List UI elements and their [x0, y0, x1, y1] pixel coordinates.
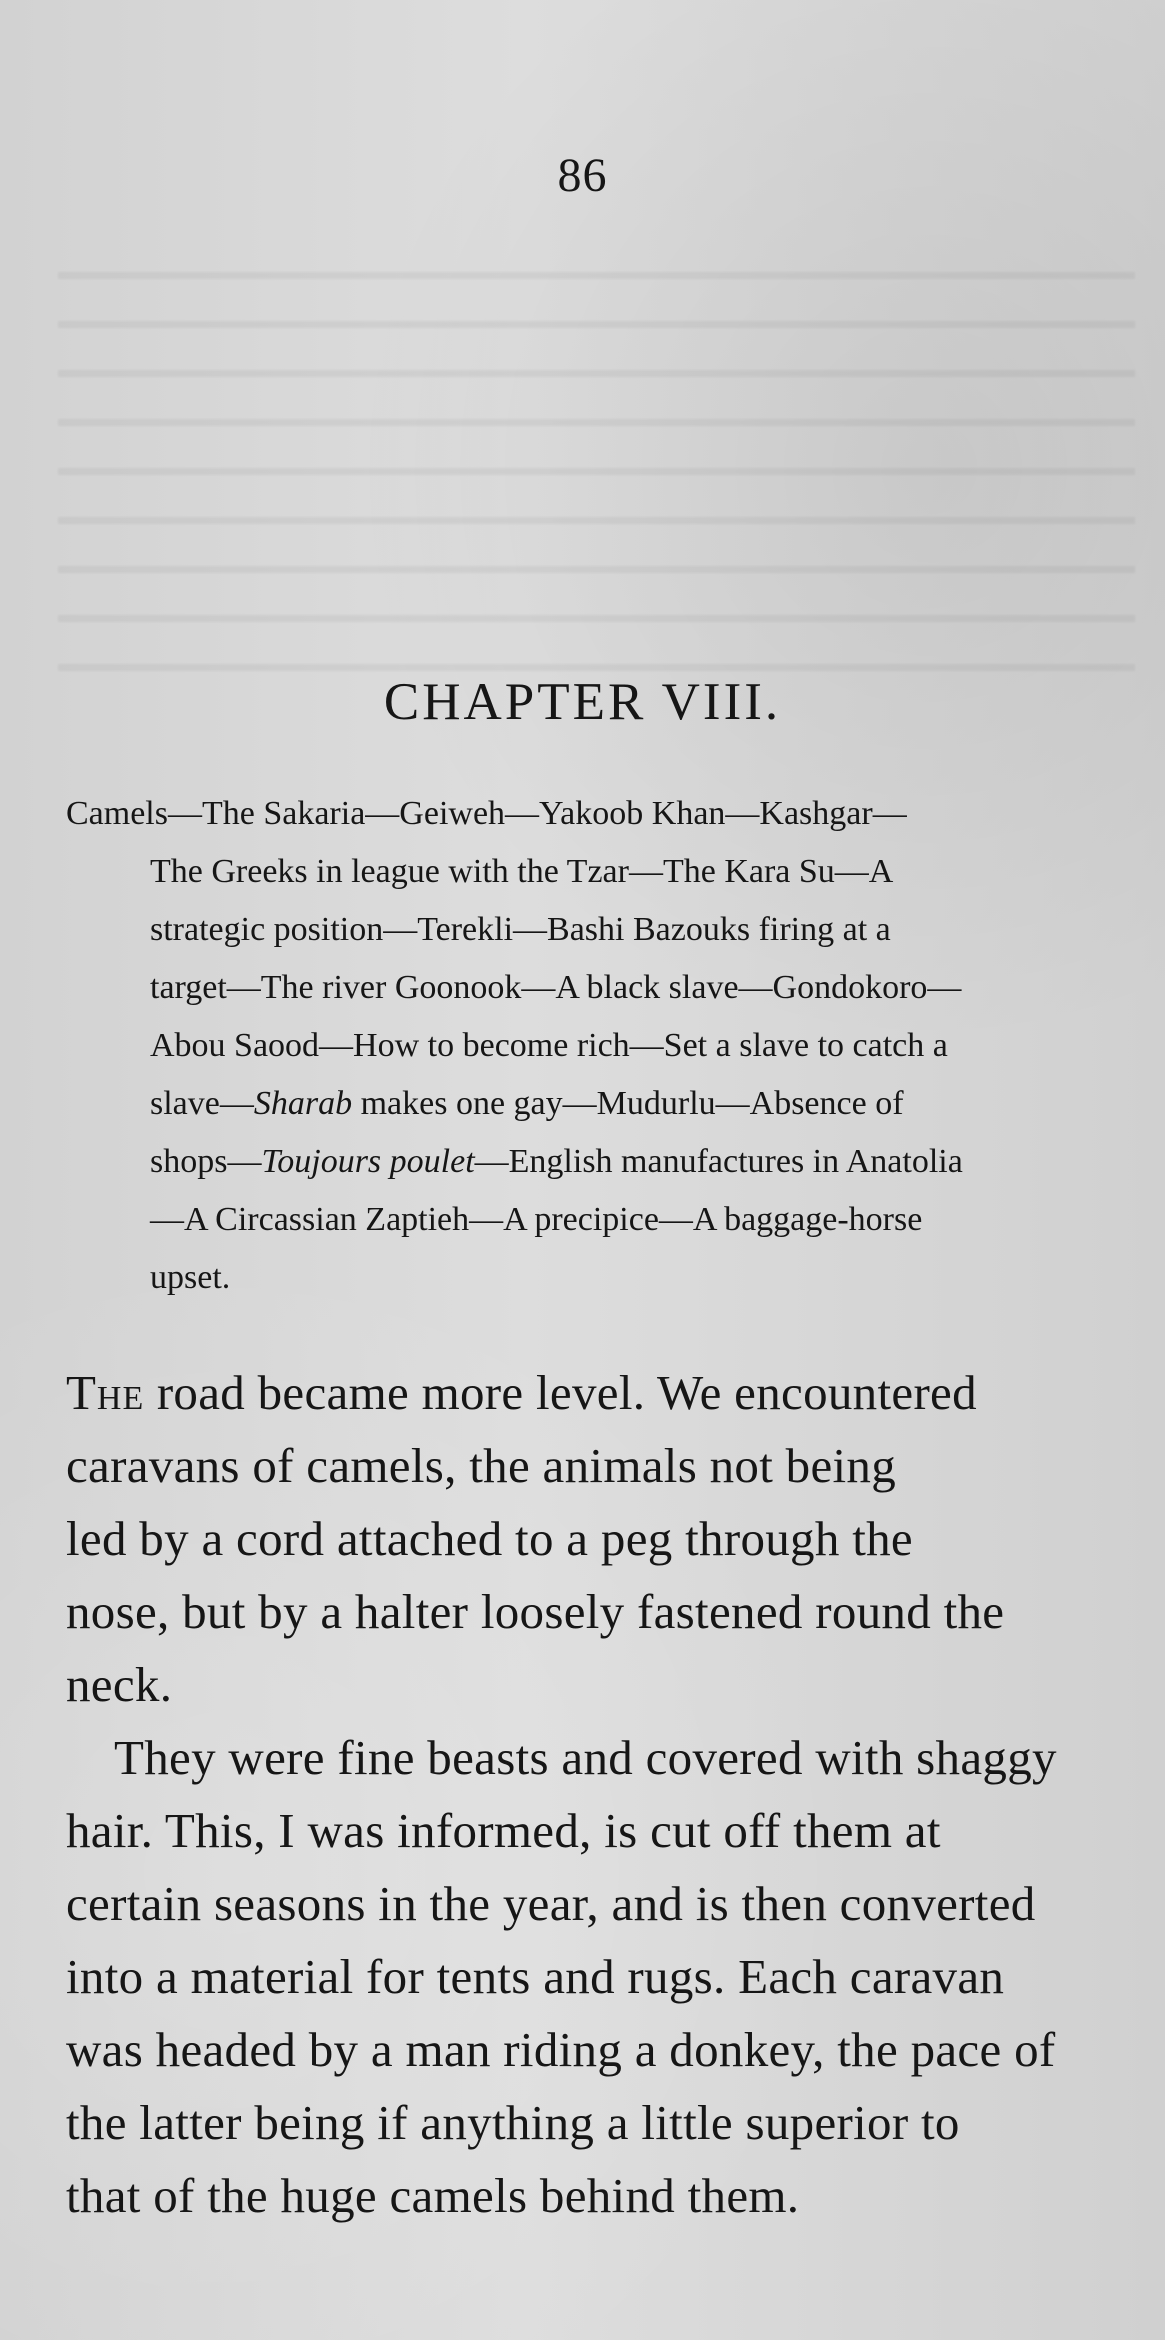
paragraph-2-line-4: into a material for tents and rugs. Each caravan	[66, 1949, 1005, 2004]
summary-line-8	[66, 1191, 1138, 1249]
paragraph-1-line-1	[66, 1356, 1141, 1429]
chapter-summary	[66, 785, 1138, 1307]
body-text	[66, 1356, 1141, 2232]
summary-text: Camels—The Sakaria—Geiweh—Yakoob Khan—Kashgar—	[66, 795, 907, 832]
paragraph-2-line-5: was headed by a man riding a donkey, the pace of	[66, 2022, 1056, 2077]
summary-line-7	[66, 1133, 1138, 1191]
summary-line-9	[66, 1249, 1138, 1307]
paragraph-2-line-1: They were fine beasts and covered with shaggy	[114, 1730, 1057, 1785]
summary-text: —English manufactures in Anatolia	[474, 1143, 963, 1180]
show-through-text	[58, 230, 1135, 680]
paragraph-1-line-4: nose, but by a halter loosely fastened round the	[66, 1584, 1005, 1639]
paragraph-2	[66, 1721, 1141, 2232]
summary-line-4	[66, 959, 1138, 1017]
summary-text: strategic position—Terekli—Bashi Bazouks firing at a	[150, 911, 891, 948]
chapter-title: CHAPTER VIII.	[383, 673, 782, 731]
paragraph-1-line-2: caravans of camels, the animals not being	[66, 1438, 897, 1493]
summary-text: —A Circassian Zaptieh—A precipice—A baggage-horse	[150, 1201, 923, 1238]
summary-italic: Sharab	[253, 1085, 353, 1122]
paragraph-line-text: road became more level. We encountered	[144, 1365, 977, 1420]
page-number: 86	[557, 149, 608, 202]
summary-line-5	[66, 1017, 1138, 1075]
lead-word: The	[66, 1365, 145, 1420]
paragraph-2-line-3: certain seasons in the year, and is then converted	[66, 1876, 1036, 1931]
paragraph-2-line-7: that of the huge camels behind them.	[66, 2168, 800, 2223]
summary-text: Abou Saood—How to become rich—Set a slave to catch a	[150, 1027, 948, 1064]
paragraph-1	[66, 1356, 1141, 1721]
paragraph-1-line-3: led by a cord attached to a peg through the	[66, 1511, 913, 1566]
summary-line-1	[66, 785, 1138, 843]
paragraph-2-line-2: hair. This, I was informed, is cut off them at	[66, 1803, 941, 1858]
summary-text: upset.	[150, 1259, 231, 1296]
summary-text: makes one gay—Mudurlu—Absence of	[352, 1085, 904, 1122]
summary-text: slave—	[150, 1085, 254, 1122]
summary-text: shops—	[150, 1143, 262, 1180]
paragraph-1-line-5: neck.	[66, 1657, 173, 1712]
summary-line-2	[66, 843, 1138, 901]
summary-text: target—The river Goonook—A black slave—Gondokoro—	[150, 969, 962, 1006]
summary-text: The Greeks in league with the Tzar—The Kara Su—A	[150, 853, 894, 890]
summary-italic: Toujours poulet	[261, 1143, 475, 1180]
paragraph-2-line-6: the latter being if anything a little superior to	[66, 2095, 960, 2150]
summary-line-6	[66, 1075, 1138, 1133]
summary-line-3	[66, 901, 1138, 959]
